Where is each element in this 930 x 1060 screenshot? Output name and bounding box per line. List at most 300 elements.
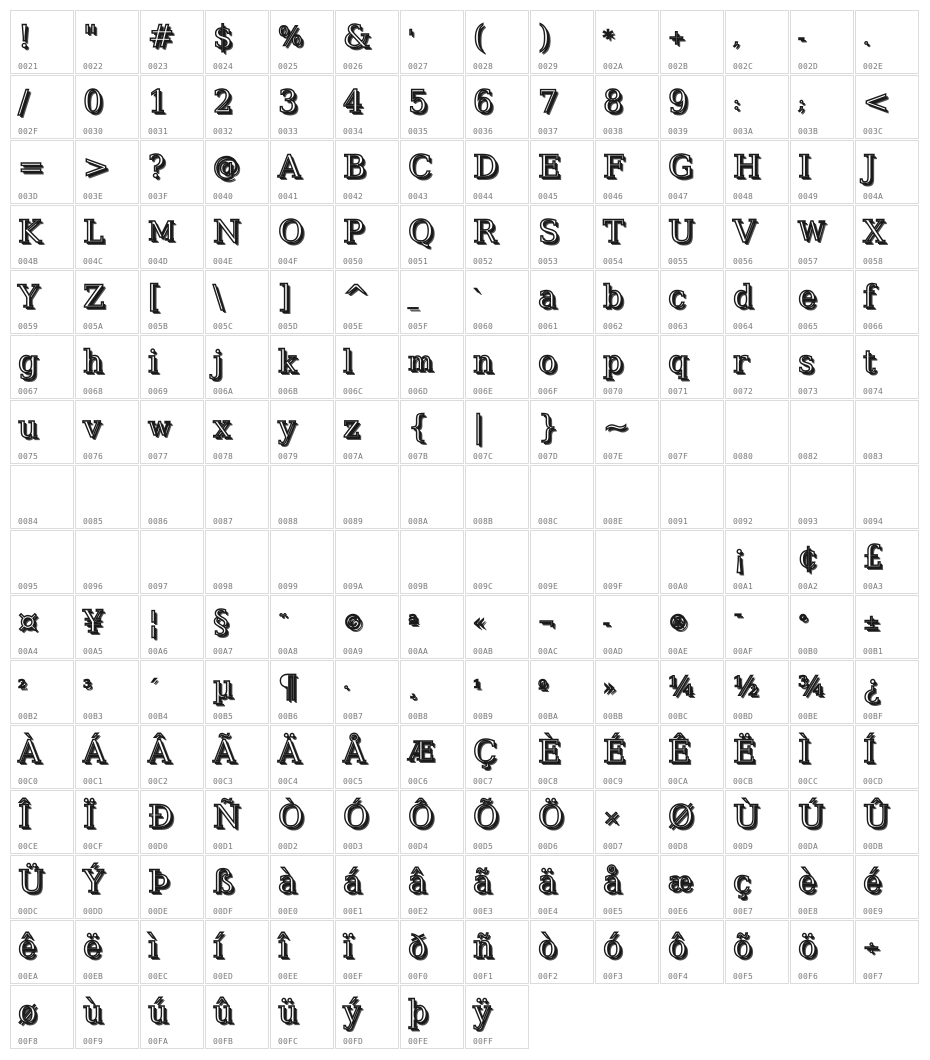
glyph-cell[interactable]: [725, 140, 789, 204]
glyph-cell[interactable]: [855, 270, 919, 334]
glyph-codepoint-label: 00E3: [473, 907, 494, 916]
glyph-cell[interactable]: [465, 725, 529, 789]
glyph-cell[interactable]: [10, 465, 74, 529]
glyph-cell[interactable]: [335, 270, 399, 334]
glyph-cell[interactable]: [465, 530, 529, 594]
glyph-codepoint-label: 003A: [733, 127, 754, 136]
glyph-cell[interactable]: [335, 985, 399, 1049]
glyph-codepoint-label: 00BB: [603, 712, 624, 721]
glyph-cell[interactable]: [270, 10, 334, 74]
glyph-cell[interactable]: [530, 725, 594, 789]
glyph-preview: ü: [278, 994, 298, 1030]
glyph-cell[interactable]: [335, 400, 399, 464]
glyph-cell[interactable]: [790, 270, 854, 334]
glyph-cell[interactable]: [400, 335, 464, 399]
glyph-cell[interactable]: [465, 140, 529, 204]
glyph-preview: ³: [83, 675, 92, 699]
glyph-cell[interactable]: [270, 725, 334, 789]
glyph-cell[interactable]: [855, 725, 919, 789]
glyph-codepoint-label: 00B2: [18, 712, 39, 721]
glyph-preview: h: [83, 344, 103, 380]
glyph-cell[interactable]: [725, 855, 789, 919]
glyph-cell[interactable]: [75, 140, 139, 204]
glyph-cell[interactable]: [790, 205, 854, 269]
glyph-cell[interactable]: [400, 855, 464, 919]
glyph-cell[interactable]: [725, 725, 789, 789]
glyph-preview: [798, 472, 850, 512]
glyph-cell[interactable]: [530, 855, 594, 919]
glyph-cell[interactable]: [400, 985, 464, 1049]
glyph-cell[interactable]: [465, 595, 529, 659]
glyph-cell[interactable]: [855, 10, 919, 74]
glyph-codepoint-label: 0067: [18, 387, 39, 396]
glyph-cell[interactable]: [270, 205, 334, 269]
glyph-codepoint-label: 0053: [538, 257, 559, 266]
glyph-cell[interactable]: [660, 75, 724, 139]
glyph-cell[interactable]: [270, 985, 334, 1049]
glyph-cell[interactable]: [595, 400, 659, 464]
glyph-cell[interactable]: [335, 725, 399, 789]
glyph-cell[interactable]: [660, 790, 724, 854]
glyph-cell[interactable]: [725, 335, 789, 399]
glyph-cell[interactable]: [10, 270, 74, 334]
glyph-cell[interactable]: [400, 270, 464, 334]
glyph-cell[interactable]: [465, 790, 529, 854]
glyph-cell[interactable]: [790, 920, 854, 984]
glyph-codepoint-label: 0039: [668, 127, 689, 136]
glyph-cell[interactable]: [205, 530, 269, 594]
glyph-cell[interactable]: [595, 920, 659, 984]
glyph-codepoint-label: 00DB: [863, 842, 884, 851]
glyph-cell[interactable]: [465, 335, 529, 399]
glyph-cell[interactable]: [140, 790, 204, 854]
glyph-cell[interactable]: [595, 335, 659, 399]
glyph-cell[interactable]: [270, 790, 334, 854]
glyph-preview: »: [603, 675, 616, 699]
glyph-cell[interactable]: [400, 205, 464, 269]
glyph-cell[interactable]: [595, 530, 659, 594]
glyph-preview: q: [668, 344, 688, 380]
glyph-cell[interactable]: [465, 10, 529, 74]
glyph-cell[interactable]: [595, 855, 659, 919]
glyph-cell[interactable]: [140, 725, 204, 789]
glyph-cell[interactable]: [140, 75, 204, 139]
glyph-cell[interactable]: [790, 140, 854, 204]
glyph-cell[interactable]: [140, 465, 204, 529]
glyph-cell[interactable]: [790, 660, 854, 724]
glyph-cell[interactable]: [530, 140, 594, 204]
glyph-preview: ú: [148, 994, 168, 1030]
glyph-cell[interactable]: [205, 400, 269, 464]
glyph-codepoint-label: 00E1: [343, 907, 364, 916]
glyph-cell[interactable]: [75, 205, 139, 269]
glyph-preview: [863, 472, 915, 512]
glyph-cell[interactable]: [75, 790, 139, 854]
glyph-cell[interactable]: [205, 595, 269, 659]
glyph-preview: 0: [83, 84, 103, 120]
glyph-cell[interactable]: [465, 855, 529, 919]
glyph-preview: µ: [213, 669, 234, 705]
glyph-cell[interactable]: [530, 465, 594, 529]
glyph-codepoint-label: 00C9: [603, 777, 624, 786]
glyph-codepoint-label: 005E: [343, 322, 364, 331]
glyph-cell[interactable]: [855, 660, 919, 724]
glyph-codepoint-label: 0028: [473, 62, 494, 71]
glyph-cell[interactable]: [465, 75, 529, 139]
glyph-cell[interactable]: [855, 855, 919, 919]
glyph-cell[interactable]: [660, 335, 724, 399]
glyph-cell[interactable]: [10, 855, 74, 919]
glyph-codepoint-label: 0061: [538, 322, 559, 331]
glyph-cell[interactable]: [660, 270, 724, 334]
glyph-cell[interactable]: [75, 660, 139, 724]
glyph-preview: H: [733, 149, 761, 185]
glyph-cell[interactable]: [205, 790, 269, 854]
glyph-cell[interactable]: [400, 400, 464, 464]
glyph-cell[interactable]: [270, 75, 334, 139]
glyph-cell[interactable]: [205, 10, 269, 74]
glyph-preview: ¿: [863, 669, 880, 705]
glyph-cell[interactable]: [270, 920, 334, 984]
glyph-cell[interactable]: [335, 530, 399, 594]
glyph-cell[interactable]: [270, 855, 334, 919]
glyph-preview: ¡: [733, 539, 746, 575]
glyph-codepoint-label: 005A: [83, 322, 104, 331]
glyph-codepoint-label: 007A: [343, 452, 364, 461]
glyph-cell[interactable]: [270, 595, 334, 659]
glyph-preview: R: [473, 214, 497, 250]
glyph-codepoint-label: 0029: [538, 62, 559, 71]
glyph-codepoint-label: 0057: [798, 257, 819, 266]
glyph-cell[interactable]: [335, 595, 399, 659]
glyph-preview: ö: [798, 929, 817, 965]
glyph-codepoint-label: 0075: [18, 452, 39, 461]
glyph-cell[interactable]: [335, 920, 399, 984]
glyph-cell[interactable]: [75, 335, 139, 399]
glyph-codepoint-label: 00C2: [148, 777, 169, 786]
glyph-codepoint-label: 0079: [278, 452, 299, 461]
glyph-cell[interactable]: [790, 725, 854, 789]
glyph-cell[interactable]: [790, 595, 854, 659]
glyph-cell[interactable]: [465, 920, 529, 984]
glyph-preview: X: [863, 214, 886, 250]
glyph-cell[interactable]: [10, 400, 74, 464]
glyph-cell[interactable]: [660, 660, 724, 724]
glyph-cell[interactable]: [335, 205, 399, 269]
glyph-cell[interactable]: [660, 920, 724, 984]
glyph-cell[interactable]: [205, 75, 269, 139]
glyph-cell[interactable]: [465, 205, 529, 269]
glyph-cell[interactable]: [855, 205, 919, 269]
glyph-codepoint-label: 004A: [863, 192, 884, 201]
glyph-cell[interactable]: [660, 530, 724, 594]
glyph-cell[interactable]: [270, 465, 334, 529]
glyph-cell[interactable]: [855, 75, 919, 139]
glyph-preview: W: [798, 217, 825, 247]
glyph-cell[interactable]: [725, 75, 789, 139]
glyph-cell[interactable]: [140, 205, 204, 269]
glyph-cell[interactable]: [595, 10, 659, 74]
glyph-cell[interactable]: [140, 660, 204, 724]
glyph-cell[interactable]: [335, 10, 399, 74]
glyph-cell[interactable]: [10, 595, 74, 659]
glyph-cell[interactable]: [140, 10, 204, 74]
glyph-codepoint-label: 004B: [18, 257, 39, 266]
glyph-cell[interactable]: [595, 465, 659, 529]
glyph-cell[interactable]: [270, 530, 334, 594]
glyph-cell[interactable]: [10, 660, 74, 724]
glyph-cell[interactable]: [530, 75, 594, 139]
glyph-cell[interactable]: [10, 75, 74, 139]
glyph-codepoint-label: 00C8: [538, 777, 559, 786]
glyph-cell[interactable]: [725, 790, 789, 854]
glyph-cell[interactable]: [205, 335, 269, 399]
glyph-cell[interactable]: [400, 595, 464, 659]
glyph-cell[interactable]: [595, 140, 659, 204]
glyph-cell[interactable]: [530, 660, 594, 724]
glyph-cell[interactable]: [205, 660, 269, 724]
glyph-cell[interactable]: [790, 790, 854, 854]
glyph-cell[interactable]: [75, 465, 139, 529]
glyph-cell[interactable]: [400, 465, 464, 529]
glyph-cell[interactable]: [660, 725, 724, 789]
glyph-cell[interactable]: [595, 205, 659, 269]
glyph-cell[interactable]: [855, 335, 919, 399]
glyph-cell[interactable]: [140, 530, 204, 594]
glyph-cell[interactable]: [595, 725, 659, 789]
glyph-cell[interactable]: [140, 270, 204, 334]
glyph-cell[interactable]: [660, 465, 724, 529]
glyph-cell[interactable]: [790, 400, 854, 464]
glyph-codepoint-label: 00AB: [473, 647, 494, 656]
glyph-cell[interactable]: [855, 530, 919, 594]
glyph-preview: ø: [18, 994, 37, 1030]
glyph-preview: ~: [603, 409, 629, 445]
glyph-cell[interactable]: [140, 400, 204, 464]
glyph-cell[interactable]: [205, 985, 269, 1049]
glyph-preview: U: [668, 214, 695, 250]
glyph-preview: ´: [148, 675, 158, 699]
glyph-cell[interactable]: [530, 920, 594, 984]
glyph-cell[interactable]: [75, 985, 139, 1049]
glyph-cell[interactable]: [335, 140, 399, 204]
glyph-codepoint-label: 005F: [408, 322, 429, 331]
glyph-cell[interactable]: [790, 335, 854, 399]
glyph-cell[interactable]: [660, 595, 724, 659]
glyph-preview: [343, 537, 395, 577]
glyph-codepoint-label: 0046: [603, 192, 624, 201]
glyph-codepoint-label: 00F9: [83, 1037, 104, 1046]
glyph-cell[interactable]: [660, 205, 724, 269]
glyph-cell[interactable]: [75, 10, 139, 74]
glyph-cell[interactable]: [855, 920, 919, 984]
glyph-cell[interactable]: [205, 140, 269, 204]
glyph-cell[interactable]: [75, 270, 139, 334]
glyph-cell[interactable]: [855, 790, 919, 854]
glyph-cell[interactable]: [75, 725, 139, 789]
glyph-cell[interactable]: [10, 205, 74, 269]
glyph-cell[interactable]: [660, 140, 724, 204]
glyph-cell[interactable]: [205, 465, 269, 529]
glyph-cell[interactable]: [140, 985, 204, 1049]
glyph-codepoint-label: 0095: [18, 582, 39, 591]
glyph-cell[interactable]: [140, 140, 204, 204]
glyph-codepoint-label: 0030: [83, 127, 104, 136]
glyph-cell[interactable]: [855, 400, 919, 464]
glyph-cell[interactable]: [465, 985, 529, 1049]
glyph-cell[interactable]: [400, 790, 464, 854]
glyph-cell[interactable]: [400, 920, 464, 984]
glyph-cell[interactable]: [140, 855, 204, 919]
glyph-cell[interactable]: [335, 855, 399, 919]
glyph-cell[interactable]: [205, 205, 269, 269]
glyph-cell[interactable]: [530, 270, 594, 334]
glyph-cell[interactable]: [725, 10, 789, 74]
glyph-cell[interactable]: [465, 660, 529, 724]
glyph-cell[interactable]: [75, 530, 139, 594]
glyph-preview: 9: [668, 84, 688, 120]
glyph-codepoint-label: 00B6: [278, 712, 299, 721]
glyph-cell[interactable]: [855, 465, 919, 529]
glyph-cell[interactable]: [790, 465, 854, 529]
glyph-cell[interactable]: [270, 335, 334, 399]
glyph-cell[interactable]: [335, 465, 399, 529]
glyph-codepoint-label: 009E: [538, 582, 559, 591]
glyph-preview: [408, 472, 460, 512]
glyph-preview: ): [538, 19, 551, 55]
glyph-cell[interactable]: [10, 985, 74, 1049]
glyph-cell[interactable]: [75, 855, 139, 919]
glyph-cell[interactable]: [75, 400, 139, 464]
glyph-cell[interactable]: [10, 140, 74, 204]
glyph-cell[interactable]: [10, 530, 74, 594]
glyph-codepoint-label: 00B4: [148, 712, 169, 721]
glyph-preview: Ü: [18, 864, 45, 900]
glyph-codepoint-label: 004D: [148, 257, 169, 266]
glyph-cell[interactable]: [75, 920, 139, 984]
glyph-cell[interactable]: [725, 920, 789, 984]
glyph-codepoint-label: 00A8: [278, 647, 299, 656]
glyph-cell[interactable]: [400, 660, 464, 724]
glyph-codepoint-label: 00A0: [668, 582, 689, 591]
glyph-cell[interactable]: [530, 400, 594, 464]
glyph-preview: d: [733, 279, 753, 315]
glyph-cell[interactable]: [10, 335, 74, 399]
glyph-cell[interactable]: [660, 400, 724, 464]
glyph-cell[interactable]: [140, 920, 204, 984]
glyph-cell[interactable]: [790, 855, 854, 919]
glyph-cell[interactable]: [140, 595, 204, 659]
glyph-cell[interactable]: [530, 335, 594, 399]
glyph-preview: s: [798, 344, 814, 380]
glyph-cell[interactable]: [400, 530, 464, 594]
glyph-cell[interactable]: [400, 725, 464, 789]
glyph-preview: [733, 407, 785, 447]
glyph-cell[interactable]: [75, 595, 139, 659]
glyph-preview: 6: [473, 84, 493, 120]
glyph-cell[interactable]: [10, 10, 74, 74]
glyph-cell[interactable]: [205, 270, 269, 334]
glyph-preview: [18, 472, 70, 512]
glyph-cell[interactable]: [595, 75, 659, 139]
glyph-cell[interactable]: [790, 530, 854, 594]
glyph-cell[interactable]: [660, 10, 724, 74]
glyph-cell[interactable]: [530, 10, 594, 74]
glyph-codepoint-label: 00F3: [603, 972, 624, 981]
glyph-cell[interactable]: [10, 725, 74, 789]
glyph-cell[interactable]: [725, 270, 789, 334]
glyph-cell[interactable]: [725, 400, 789, 464]
glyph-cell[interactable]: [725, 465, 789, 529]
glyph-cell[interactable]: [725, 205, 789, 269]
glyph-cell[interactable]: [530, 595, 594, 659]
glyph-cell[interactable]: [205, 855, 269, 919]
glyph-preview: ã: [473, 864, 492, 900]
glyph-cell[interactable]: [270, 660, 334, 724]
glyph-cell[interactable]: [335, 335, 399, 399]
glyph-cell[interactable]: [725, 595, 789, 659]
glyph-cell[interactable]: [790, 10, 854, 74]
glyph-cell[interactable]: [400, 75, 464, 139]
glyph-cell[interactable]: [465, 465, 529, 529]
glyph-codepoint-label: 00E7: [733, 907, 754, 916]
glyph-cell[interactable]: [335, 75, 399, 139]
glyph-cell[interactable]: [595, 660, 659, 724]
glyph-cell[interactable]: [400, 140, 464, 204]
glyph-codepoint-label: 006C: [343, 387, 364, 396]
glyph-cell[interactable]: [855, 595, 919, 659]
glyph-codepoint-label: 007C: [473, 452, 494, 461]
glyph-cell[interactable]: [530, 790, 594, 854]
glyph-cell[interactable]: [855, 140, 919, 204]
glyph-cell[interactable]: [205, 920, 269, 984]
glyph-cell[interactable]: [270, 400, 334, 464]
glyph-cell[interactable]: [530, 530, 594, 594]
glyph-cell[interactable]: [335, 790, 399, 854]
glyph-cell[interactable]: [205, 725, 269, 789]
glyph-cell[interactable]: [10, 920, 74, 984]
glyph-codepoint-label: 00C5: [343, 777, 364, 786]
glyph-cell[interactable]: [75, 75, 139, 139]
glyph-codepoint-label: 0056: [733, 257, 754, 266]
glyph-codepoint-label: 00E5: [603, 907, 624, 916]
glyph-preview: +: [668, 25, 685, 49]
glyph-cell[interactable]: [725, 530, 789, 594]
glyph-cell[interactable]: [725, 660, 789, 724]
glyph-codepoint-label: 00B3: [83, 712, 104, 721]
glyph-cell[interactable]: [465, 400, 529, 464]
glyph-cell[interactable]: [530, 205, 594, 269]
glyph-cell[interactable]: [140, 335, 204, 399]
glyph-cell[interactable]: [335, 660, 399, 724]
glyph-cell[interactable]: [270, 140, 334, 204]
glyph-cell[interactable]: [595, 595, 659, 659]
glyph-cell[interactable]: [400, 10, 464, 74]
glyph-preview: 7: [538, 84, 558, 120]
glyph-cell[interactable]: [465, 270, 529, 334]
glyph-preview: x: [213, 409, 231, 445]
glyph-cell[interactable]: [660, 855, 724, 919]
glyph-codepoint-label: 0077: [148, 452, 169, 461]
glyph-preview: D: [473, 149, 498, 185]
glyph-cell[interactable]: [270, 270, 334, 334]
glyph-codepoint-label: 00D8: [668, 842, 689, 851]
glyph-cell[interactable]: [790, 75, 854, 139]
glyph-preview: ¢: [798, 539, 818, 575]
glyph-cell[interactable]: [595, 270, 659, 334]
glyph-cell[interactable]: [10, 790, 74, 854]
glyph-cell[interactable]: [595, 790, 659, 854]
